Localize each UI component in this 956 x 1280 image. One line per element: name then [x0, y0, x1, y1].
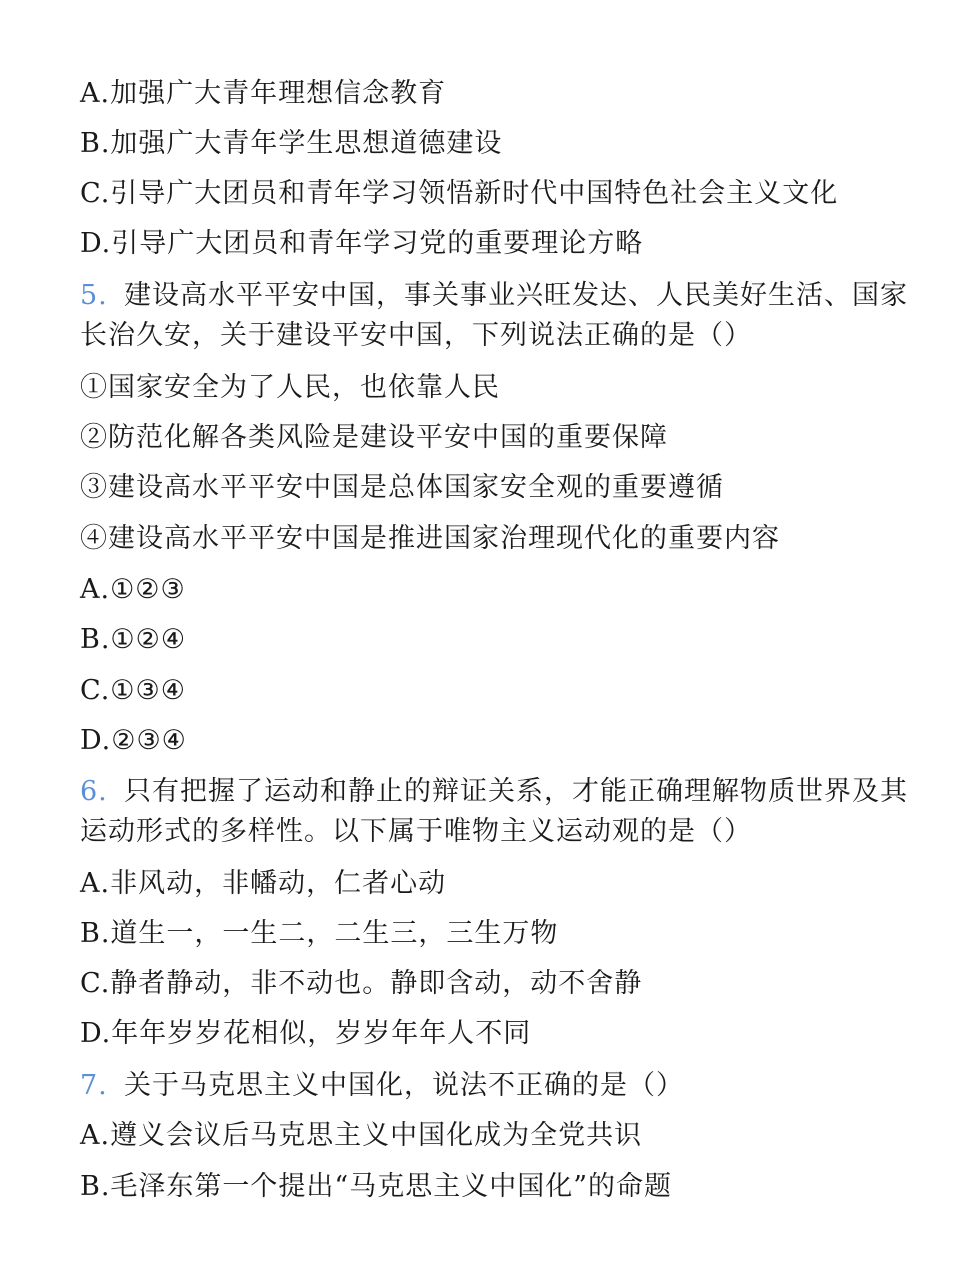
q5-stem-line2: 长治久安，关于建设平安中国，下列说法正确的是（）	[80, 320, 752, 351]
q5-option-d: D.②③④	[80, 725, 187, 756]
q6-number: 6.	[80, 776, 108, 807]
q5-stem-text1: 建设高水平平安中国，事关事业兴旺发达、人民美好生活、国家	[124, 280, 908, 311]
q7-option-b: B.毛泽东第一个提出“马克思主义中国化”的命题	[80, 1171, 673, 1202]
q6-option-c: C.静者静动，非不动也。静即含动，动不舍静	[80, 968, 643, 999]
q7-number: 7.	[80, 1070, 108, 1101]
q6-option-d: D.年年岁岁花相似，岁岁年年人不同	[80, 1018, 532, 1049]
q6-stem-line2: 运动形式的多样性。以下属于唯物主义运动观的是（）	[80, 816, 752, 847]
q7-stem-text1: 关于马克思主义中国化，说法不正确的是（）	[124, 1070, 684, 1101]
q5-option-a: A.①②③	[80, 574, 186, 605]
q5-option-b: B.①②④	[80, 624, 187, 655]
q5-statement-4: ④建设高水平平安中国是推进国家治理现代化的重要内容	[80, 523, 780, 554]
q5-option-c: C.①③④	[80, 675, 186, 706]
q5-statement-1: ①国家安全为了人民，也依靠人民	[80, 372, 500, 403]
q7-option-a: A.遵义会议后马克思主义中国化成为全党共识	[80, 1120, 643, 1151]
q4-option-a: A.加强广大青年理想信念教育	[80, 78, 447, 109]
q7-stem-line1	[80, 1068, 684, 1104]
q5-stem-line1	[80, 278, 908, 314]
q4-option-b: B.加强广大青年学生思想道德建设	[80, 128, 503, 159]
q6-option-a: A.非风动，非幡动，仁者心动	[80, 868, 447, 899]
q6-stem-text1: 只有把握了运动和静止的辩证关系，才能正确理解物质世界及其	[124, 776, 908, 807]
q5-statement-2: ②防范化解各类风险是建设平安中国的重要保障	[80, 422, 668, 453]
q4-option-c: C.引导广大团员和青年学习领悟新时代中国特色社会主义文化	[80, 178, 839, 209]
q6-option-b: B.道生一，一生二，二生三，三生万物	[80, 918, 559, 949]
q6-stem-line1	[80, 774, 908, 810]
q4-option-d: D.引导广大团员和青年学习党的重要理论方略	[80, 228, 644, 259]
q5-number: 5.	[80, 280, 108, 311]
q5-statement-3: ③建设高水平平安中国是总体国家安全观的重要遵循	[80, 472, 724, 503]
